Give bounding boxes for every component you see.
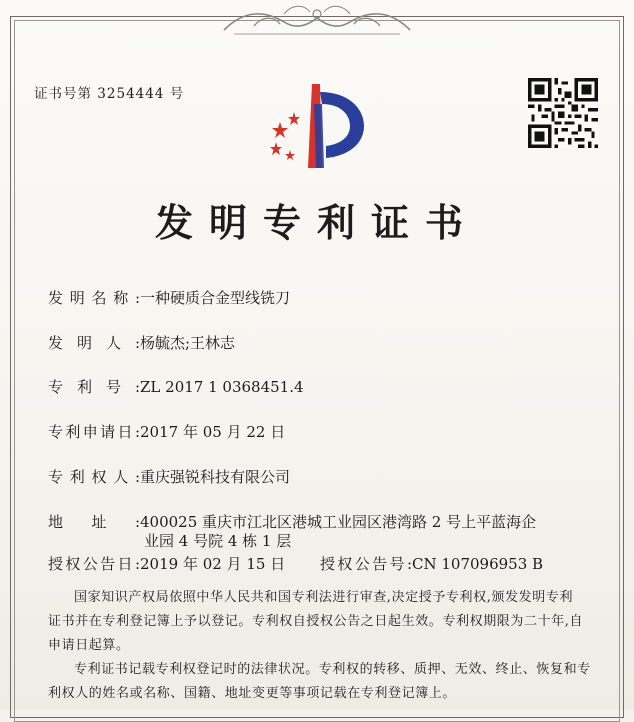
field-patentee — [48, 466, 290, 487]
invention-name-value: 一种硬质合金型线铣刀 — [140, 289, 291, 307]
patentee-value: 重庆强锐科技有限公司 — [140, 468, 291, 486]
certificate-title: 发明专利证书 — [154, 200, 479, 245]
inventors-value: 杨毓杰;王林志 — [140, 334, 236, 352]
paragraph-1-line-1: 国家知识产权局依照中华人民共和国专利法进行审查,决定授予专利权,颁发发明专利 — [74, 590, 574, 605]
address-line-2: 业园 4 号院 4 栋 1 层 — [144, 532, 292, 550]
filing-date-label: 专利申请日: — [48, 423, 140, 441]
cnipa-emblem-icon — [256, 78, 376, 170]
paragraph-grant-statement — [48, 586, 600, 658]
patent-number-label: 专利号: — [48, 378, 140, 396]
certificate-number-value: 3254444 — [97, 86, 165, 102]
field-invention-name — [48, 287, 290, 308]
inventors-label: 发明人: — [48, 334, 140, 352]
invention-name-label: 发明名称: — [48, 289, 140, 307]
certificate-number-suffix: 号 — [169, 86, 185, 102]
address-label: 地址: — [48, 513, 140, 531]
filing-date-value: 2017 年 05 月 22 日 — [140, 423, 286, 441]
field-grant-number — [320, 553, 543, 574]
paragraph-2-line-2: 利权人的姓名或名称、国籍、地址变更等事项记载在专利登记簿上。 — [48, 686, 457, 701]
field-inventors — [48, 332, 235, 353]
address-line-1: 400025 重庆市江北区港城工业园区港湾路 2 号上平蓝海企 — [140, 513, 537, 531]
paragraph-legal-status — [48, 658, 600, 706]
grant-number-label: 授权公告号: — [320, 555, 412, 573]
field-address — [48, 511, 536, 532]
patentee-label: 专利权人: — [48, 468, 140, 486]
paragraph-1-line-2: 证书并在专利登记簿上予以登记。专利权自授权公告之日起生效。专利权期限为二十年,自 — [48, 614, 584, 629]
grant-number-value: CN 107096953 B — [412, 555, 544, 573]
qr-code-icon — [528, 78, 598, 148]
field-grant-date — [48, 553, 285, 574]
certificate-number — [34, 82, 184, 102]
field-patent-number — [48, 376, 304, 397]
field-filing-date — [48, 421, 285, 442]
paragraph-2-line-1: 专利证书记载专利权登记时的法律状况。专利权的转移、质押、无效、终止、恢复和专 — [74, 662, 591, 677]
grant-date-value: 2019 年 02 月 15 日 — [140, 555, 286, 573]
certificate-number-label: 证书号第 — [34, 86, 92, 102]
paragraph-1-line-3: 申请日起算。 — [48, 638, 130, 653]
patent-number-value: ZL 2017 1 0368451.4 — [140, 378, 304, 396]
grant-date-label: 授权公告日: — [48, 555, 140, 573]
ornament-icon — [214, 0, 420, 40]
